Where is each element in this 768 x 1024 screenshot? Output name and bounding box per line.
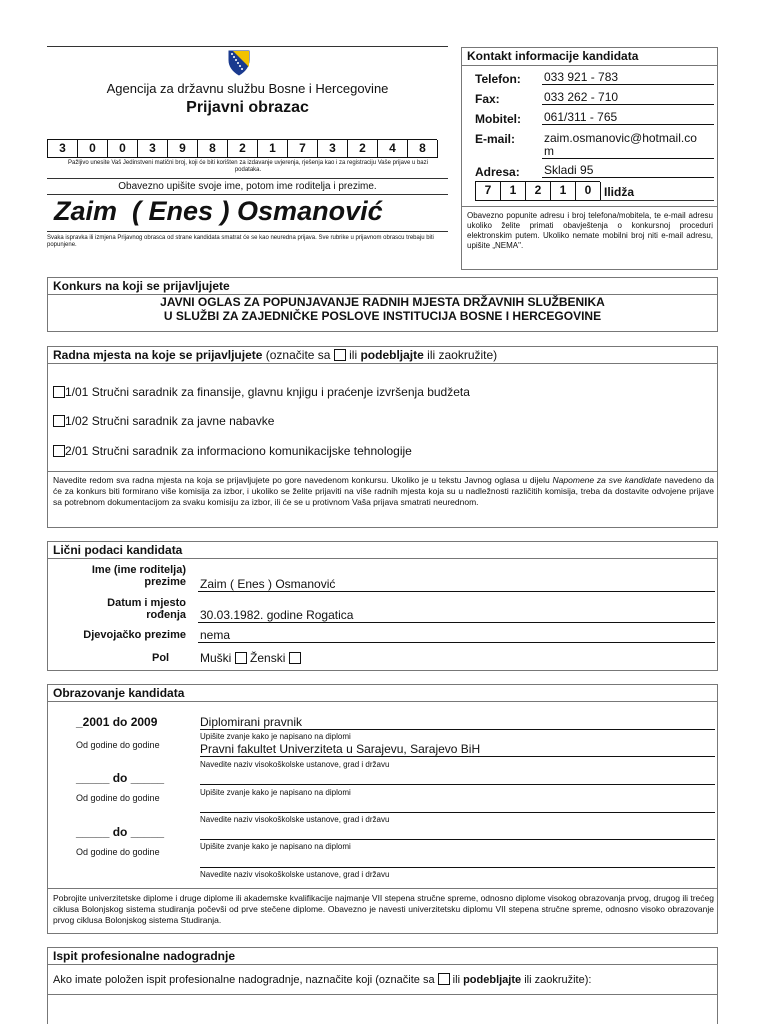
digit-box[interactable]: 3	[318, 140, 348, 158]
digit-box[interactable]: 1	[551, 182, 576, 200]
checkbox-sample-icon	[334, 349, 346, 361]
digit-box[interactable]: 3	[48, 140, 78, 158]
edu-institution-caption: Navedite naziv visokoškolske ustanove, grad i državu	[200, 760, 390, 769]
candidate-full-name[interactable]: Zaim ( Enes ) Osmanović	[54, 196, 383, 226]
education-note-rule	[48, 888, 717, 889]
name-label	[48, 564, 186, 588]
edu-degree-field[interactable]	[200, 824, 715, 840]
education-note: Pobrojite univerzitetske diplome i druge diplome ili akademske kvalifikacije najmanje VII stepena stručne spreme, odnosno diplome visokog obrazovanja prvog, drugog ili trećeg ciklusa Bolonjskog sistema studiranja počevši od prve stečene diplome. Obavezno je navesti univerzitetsku diplomu VII stepena stručne spreme, odnosno visoko obrazovanje prvog ciklusa Bolonjskog sistema Studiranja.	[53, 893, 714, 925]
edu-institution-field[interactable]	[200, 797, 715, 813]
sex-male-label: Muški	[200, 651, 232, 665]
exam-text-a: Ako imate položen ispit profesionalne nadogradnje, naznačite koji (označite sa	[53, 974, 438, 986]
digit-box[interactable]: 9	[168, 140, 198, 158]
konkurs-line-2: U SLUŽBI ZA ZAJEDNIČKE POSLOVE INSTITUCIJA BOSNE I HERCEGOVINE	[163, 309, 602, 323]
name-label-line-1: Ime (ime roditelja)	[91, 564, 186, 576]
positions-title	[48, 347, 717, 364]
sex-options	[200, 651, 301, 665]
exam-title: Ispit profesionalne nadogradnje	[48, 948, 717, 965]
email-line-2: m	[544, 144, 554, 158]
agency-name: Agencija za državnu službu Bosne i Hercegovine	[106, 81, 389, 96]
personal-title: Lični podaci kandidata	[48, 542, 717, 559]
jmbg-boxes[interactable]	[47, 139, 437, 158]
sex-female-checkbox[interactable]	[289, 652, 301, 664]
bih-coat-of-arms-icon	[228, 50, 250, 76]
name-rule	[47, 231, 448, 232]
name-label-line-2: prezime	[144, 576, 186, 588]
digit-box[interactable]: 7	[288, 140, 318, 158]
digit-box[interactable]: 4	[378, 140, 408, 158]
positions-title-rest-a: (označite sa	[262, 348, 334, 362]
education-section	[47, 684, 718, 934]
position-checkbox[interactable]	[53, 445, 65, 457]
birth-field[interactable]: 30.03.1982. godine Rogatica	[198, 608, 715, 623]
edu-degree-caption: Upišite zvanje kako je napisano na diplomi	[200, 788, 351, 797]
edu-degree-caption: Upišite zvanje kako je napisano na diplomi	[200, 732, 351, 741]
exam-text-bold: podebljajte	[463, 974, 522, 986]
header-top-rule	[47, 46, 448, 47]
positions-note	[53, 475, 714, 508]
birth-label-line-1: Datum i mjesto	[107, 597, 186, 609]
positions-title-bold-2: podebljajte	[360, 348, 424, 362]
contact-note-rule	[462, 206, 717, 207]
positions-note-a: Navedite redom sva radna mjesta na koja se prijavljujete po gore navedenom konkursu. Ukoliko je u tekstu Javnog oglasa u dijelu	[53, 475, 553, 485]
digit-box[interactable]: 0	[78, 140, 108, 158]
contact-note: Obavezno popunite adresu i broj telefona/mobitela, te e-mail adresu ukoliko želite primati obavještenja o konkursnoj proceduri elektronskim putem. Ukoliko nemate mobilni broj niti e-mail adresu, upišite „NEMA".	[467, 211, 713, 250]
checkbox-sample-icon	[438, 973, 450, 985]
edu-degree-field[interactable]: Diplomirani pravnik	[200, 715, 715, 730]
konkurs-section	[47, 277, 718, 332]
email-label: E-mail:	[475, 132, 516, 146]
positions-title-rest-c: ili zaokružite)	[423, 348, 498, 362]
positions-title-rest-b: ili	[345, 348, 361, 362]
mobile-field[interactable]: 061/311 - 765	[542, 110, 714, 125]
edu-period-caption: Od godine do godine	[76, 847, 160, 857]
exam-text-b: ili	[449, 974, 464, 986]
edu-period[interactable]: _2001 do 2009	[76, 715, 158, 729]
position-checkbox[interactable]	[53, 415, 65, 427]
position-label: 2/01 Stručni saradnik za informaciono komunikacijske tehnologije	[65, 444, 412, 458]
phone-label: Telefon:	[475, 72, 521, 86]
edu-degree-field[interactable]	[200, 769, 715, 785]
name-field[interactable]: Zaim ( Enes ) Osmanović	[198, 577, 715, 592]
positions-title-bold: Radna mjesta na koje se prijavljujete	[53, 348, 263, 362]
digit-box[interactable]: 8	[408, 140, 438, 158]
birth-label	[48, 597, 186, 621]
edu-period-caption: Od godine do godine	[76, 793, 160, 803]
edu-institution-caption: Navedite naziv visokoškolske ustanove, grad i državu	[200, 870, 390, 879]
personal-section	[47, 541, 718, 671]
exam-section	[47, 947, 718, 1024]
edu-institution-field[interactable]	[200, 852, 715, 868]
positions-note-rule	[48, 471, 717, 472]
positions-note-italic: Napomene za sve kandidate	[552, 475, 662, 485]
postal-code-boxes[interactable]	[475, 181, 600, 201]
edu-institution-field[interactable]: Pravni fakultet Univerziteta u Sarajevu, Sarajevo BiH	[200, 742, 715, 757]
fax-field[interactable]: 033 262 - 710	[542, 90, 714, 105]
position-item[interactable]	[53, 414, 274, 428]
education-title: Obrazovanje kandidata	[48, 685, 717, 702]
address-field[interactable]: Skladi 95	[542, 163, 714, 178]
name-instruction-rule-bottom	[47, 194, 448, 195]
address-label: Adresa:	[475, 165, 520, 179]
city-field[interactable]: Ilidža	[604, 185, 635, 199]
edu-degree-caption: Upišite zvanje kako je napisano na diplomi	[200, 842, 351, 851]
maiden-label: Djevojačko prezime	[83, 629, 186, 641]
form-title: Prijavni obrazac	[186, 99, 309, 116]
correction-note: Svaka ispravka ili izmjena Prijavnog obrasca od strane kandidata smatrat će se kao neuredna prijava. Sve rubrike u prijavnom obrascu trebaju biti popunjene.	[47, 235, 434, 248]
sex-label: Pol	[152, 652, 170, 664]
konkurs-line-1: JAVNI OGLAS ZA POPUNJAVANJE RADNIH MJESTA DRŽAVNIH SLUŽBENIKA	[160, 295, 605, 309]
digit-box[interactable]: 2	[348, 140, 378, 158]
digit-box[interactable]: 7	[476, 182, 501, 200]
sex-female-label: Ženski	[250, 651, 286, 665]
digit-box[interactable]: 2	[526, 182, 551, 200]
edu-period-caption: Od godine do godine	[76, 740, 160, 750]
positions-section	[47, 346, 718, 528]
edu-period[interactable]: _____ do _____	[76, 825, 165, 839]
digit-box[interactable]: 0	[108, 140, 138, 158]
position-label: 1/01 Stručni saradnik za finansije, glavnu knjigu i praćenje izvršenja budžeta	[65, 385, 470, 399]
position-checkbox[interactable]	[53, 386, 65, 398]
edu-period[interactable]: _____ do _____	[76, 771, 165, 785]
city-rule	[600, 200, 714, 201]
digit-box[interactable]: 1	[501, 182, 526, 200]
position-item[interactable]	[53, 444, 412, 458]
digit-box[interactable]: 0	[576, 182, 601, 200]
edu-institution-caption: Navedite naziv visokoškolske ustanove, grad i državu	[200, 815, 390, 824]
positions-note-b: navedeno da će za konkurs biti formirano više komisija za izbor, i ukoliko se želite prijaviti na više radnih mjesta koja su u nadležnosti različitih komisija, treba da dostavite odvojene prijave sa potrebnom dokumentacijom za svaku komisiju za izbor, ili će se u protivnom Vaša prijava smatrati neurednom.	[53, 475, 714, 507]
digit-box[interactable]: 1	[258, 140, 288, 158]
jmbg-note: Pažljivo unesite Vaš Jedinstveni matični broj, koji će biti korišten za izdavanje uvjerenja, rješenja kao i za registraciju Vaše prijave u bazi podataka.	[68, 160, 428, 173]
birth-label-line-2: rođenja	[146, 609, 186, 621]
konkurs-title: Konkurs na koji se prijavljujete	[48, 278, 717, 295]
exam-instruction	[53, 973, 591, 986]
position-item[interactable]	[53, 385, 470, 399]
maiden-field[interactable]: nema	[198, 628, 715, 643]
contact-title: Kontakt informacije kandidata	[462, 48, 717, 66]
email-field[interactable]	[542, 132, 714, 159]
contact-box	[461, 47, 718, 270]
sex-male-checkbox[interactable]	[235, 652, 247, 664]
position-label: 1/02 Stručni saradnik za javne nabavke	[65, 414, 275, 428]
email-line-1: zaim.osmanovic@hotmail.co	[544, 131, 697, 145]
exam-rule	[48, 994, 717, 995]
name-instruction-rule	[47, 178, 448, 179]
digit-box[interactable]: 2	[228, 140, 258, 158]
exam-text-c: ili zaokružite):	[521, 974, 592, 986]
fax-label: Fax:	[475, 92, 500, 106]
phone-field[interactable]: 033 921 - 783	[542, 70, 714, 85]
digit-box[interactable]: 8	[198, 140, 228, 158]
name-instruction: Obavezno upišite svoje ime, potom ime roditelja i prezime.	[118, 181, 377, 192]
mobile-label: Mobitel:	[475, 112, 521, 126]
digit-box[interactable]: 3	[138, 140, 168, 158]
